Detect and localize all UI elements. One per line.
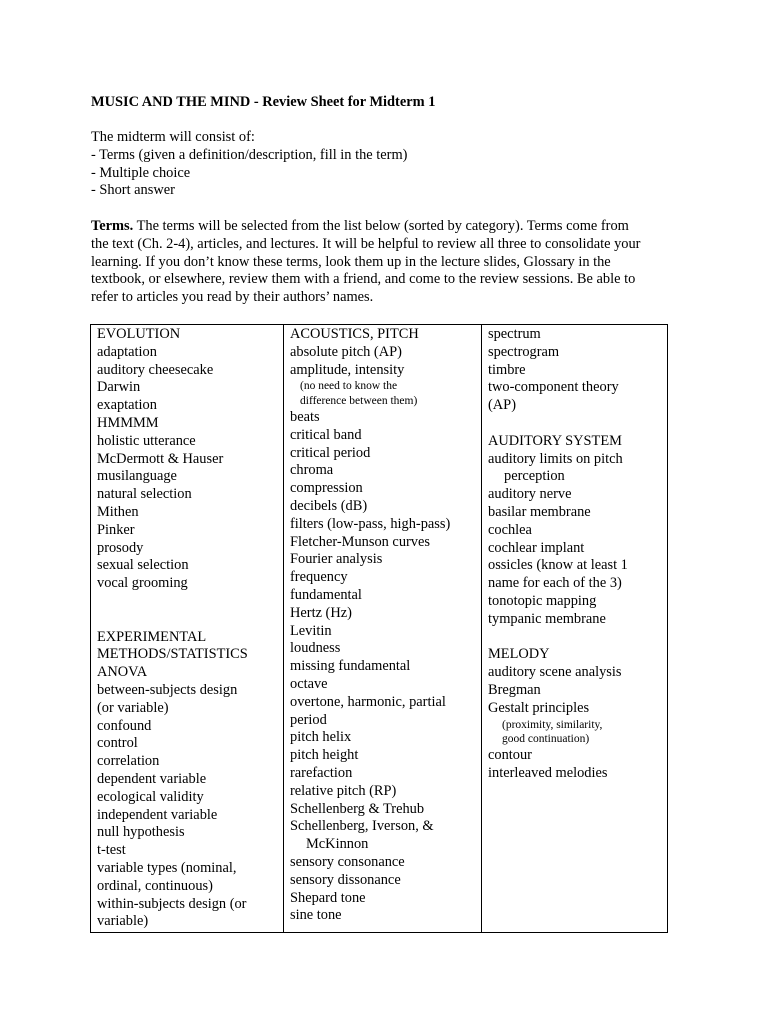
- term: sexual selection: [97, 557, 189, 574]
- term: interleaved melodies: [488, 764, 608, 781]
- term: Bregman: [488, 681, 541, 698]
- term: beats: [290, 408, 320, 425]
- term: auditory scene analysis: [488, 664, 622, 681]
- term: t-test: [97, 842, 126, 859]
- page-title: MUSIC AND THE MIND - Review Sheet for Midterm 1: [91, 94, 436, 110]
- term: chroma: [290, 462, 334, 479]
- term: tonotopic mapping: [488, 592, 597, 609]
- term: rarefaction: [290, 764, 353, 781]
- terms-text: The terms will be selected from the list below (sorted by category). Terms come from: [133, 218, 629, 234]
- terms-text: refer to articles you read by their authors’ names.: [91, 289, 374, 306]
- term: critical period: [290, 444, 371, 461]
- term: contour: [488, 747, 532, 764]
- term: within-subjects design (or: [97, 895, 247, 912]
- terms-column-1: [91, 325, 284, 933]
- term: (or variable): [97, 699, 169, 716]
- category-heading: EVOLUTION: [97, 326, 181, 342]
- term: Darwin: [97, 379, 141, 396]
- term: overtone, harmonic, partial: [290, 693, 446, 710]
- term: Hertz (Hz): [290, 604, 352, 621]
- term: prosody: [97, 539, 144, 556]
- term: cochlea: [488, 521, 532, 538]
- format-item: - Short answer: [91, 182, 175, 199]
- term: vocal grooming: [97, 575, 188, 592]
- terms-table: [90, 324, 668, 933]
- term: Pinker: [97, 521, 135, 538]
- terms-text: textbook, or elsewhere, review them with a friend, and come to the review sessions. Be able to: [91, 271, 636, 288]
- format-item: - Terms (given a definition/description, fill in the term): [91, 146, 408, 163]
- category-heading: ACOUSTICS, PITCH: [290, 326, 419, 342]
- category-heading: MELODY: [488, 646, 550, 663]
- term: compression: [290, 480, 363, 497]
- term: period: [290, 711, 327, 728]
- terms-label: Terms.: [91, 218, 134, 234]
- term: tympanic membrane: [488, 610, 606, 627]
- term-note: difference between them): [300, 395, 418, 408]
- term: amplitude, intensity: [290, 361, 405, 378]
- term: auditory cheesecake: [97, 361, 214, 378]
- term: adaptation: [97, 343, 157, 360]
- term: ANOVA: [97, 664, 148, 681]
- term: auditory nerve: [488, 486, 572, 503]
- term: name for each of the 3): [488, 575, 622, 592]
- term: Schellenberg, Iverson, &: [290, 818, 434, 835]
- term: musilanguage: [97, 468, 177, 485]
- term: loudness: [290, 640, 341, 657]
- term: exaptation: [97, 397, 157, 414]
- term: control: [97, 735, 138, 752]
- term: filters (low-pass, high-pass): [290, 515, 451, 532]
- term: Mithen: [97, 503, 139, 520]
- term: Schellenberg & Trehub: [290, 800, 425, 817]
- term: Fletcher-Munson curves: [290, 533, 430, 550]
- term: relative pitch (RP): [290, 782, 397, 799]
- term: Shepard tone: [290, 889, 366, 906]
- term: auditory limits on pitch: [488, 450, 623, 467]
- term: (AP): [488, 397, 516, 414]
- term: independent variable: [97, 806, 218, 823]
- term: missing fundamental: [290, 658, 411, 675]
- term: HMMMM: [97, 414, 159, 431]
- term-note: (no need to know the: [300, 380, 398, 393]
- terms-column-2: [284, 325, 482, 933]
- term: holistic utterance: [97, 432, 196, 449]
- term: pitch helix: [290, 729, 352, 746]
- term-note: good continuation): [502, 733, 590, 746]
- term: ordinal, continuous): [97, 877, 213, 894]
- term: critical band: [290, 426, 362, 443]
- term: variable types (nominal,: [97, 859, 237, 876]
- term: spectrum: [488, 326, 541, 342]
- term: dependent variable: [97, 770, 207, 787]
- term: confound: [97, 717, 152, 734]
- term: Levitin: [290, 622, 332, 639]
- term: pitch height: [290, 747, 359, 764]
- term: timbre: [488, 361, 526, 378]
- term: two-component theory: [488, 379, 619, 396]
- format-lead: The midterm will consist of:: [91, 129, 255, 145]
- term: cochlear implant: [488, 539, 585, 556]
- terms-text: the text (Ch. 2-4), articles, and lectures. It will be helpful to review all three to consolidate your: [91, 235, 641, 252]
- term: perception: [504, 468, 565, 485]
- term: natural selection: [97, 486, 192, 503]
- term: basilar membrane: [488, 503, 591, 520]
- category-heading: EXPERIMENTAL: [97, 628, 207, 645]
- term: McDermott & Hauser: [97, 450, 224, 467]
- term-note: (proximity, similarity,: [502, 718, 603, 731]
- term: Fourier analysis: [290, 551, 383, 568]
- category-heading: AUDITORY SYSTEM: [488, 432, 622, 449]
- midterm-format: [91, 129, 671, 200]
- term: null hypothesis: [97, 824, 185, 841]
- term: ossicles (know at least 1: [488, 557, 628, 574]
- category-heading: METHODS/STATISTICS: [97, 646, 248, 663]
- terms-column-3: [482, 325, 668, 933]
- term: fundamental: [290, 586, 362, 603]
- format-item: - Multiple choice: [91, 164, 191, 181]
- term: Gestalt principles: [488, 699, 590, 716]
- term: between-subjects design: [97, 681, 238, 698]
- term: octave: [290, 675, 328, 692]
- term: McKinnon: [306, 836, 369, 853]
- term: sensory consonance: [290, 853, 405, 870]
- term: frequency: [290, 569, 348, 586]
- terms-paragraph: [91, 218, 666, 307]
- term: sine tone: [290, 907, 342, 924]
- term: spectrogram: [488, 343, 560, 360]
- term: correlation: [97, 753, 160, 770]
- term: ecological validity: [97, 788, 204, 805]
- term: absolute pitch (AP): [290, 343, 402, 360]
- term: variable): [97, 913, 149, 930]
- term: sensory dissonance: [290, 871, 401, 888]
- term: decibels (dB): [290, 497, 368, 514]
- terms-text: learning. If you don’t know these terms, look them up in the lecture slides, Glossary in the: [91, 253, 611, 270]
